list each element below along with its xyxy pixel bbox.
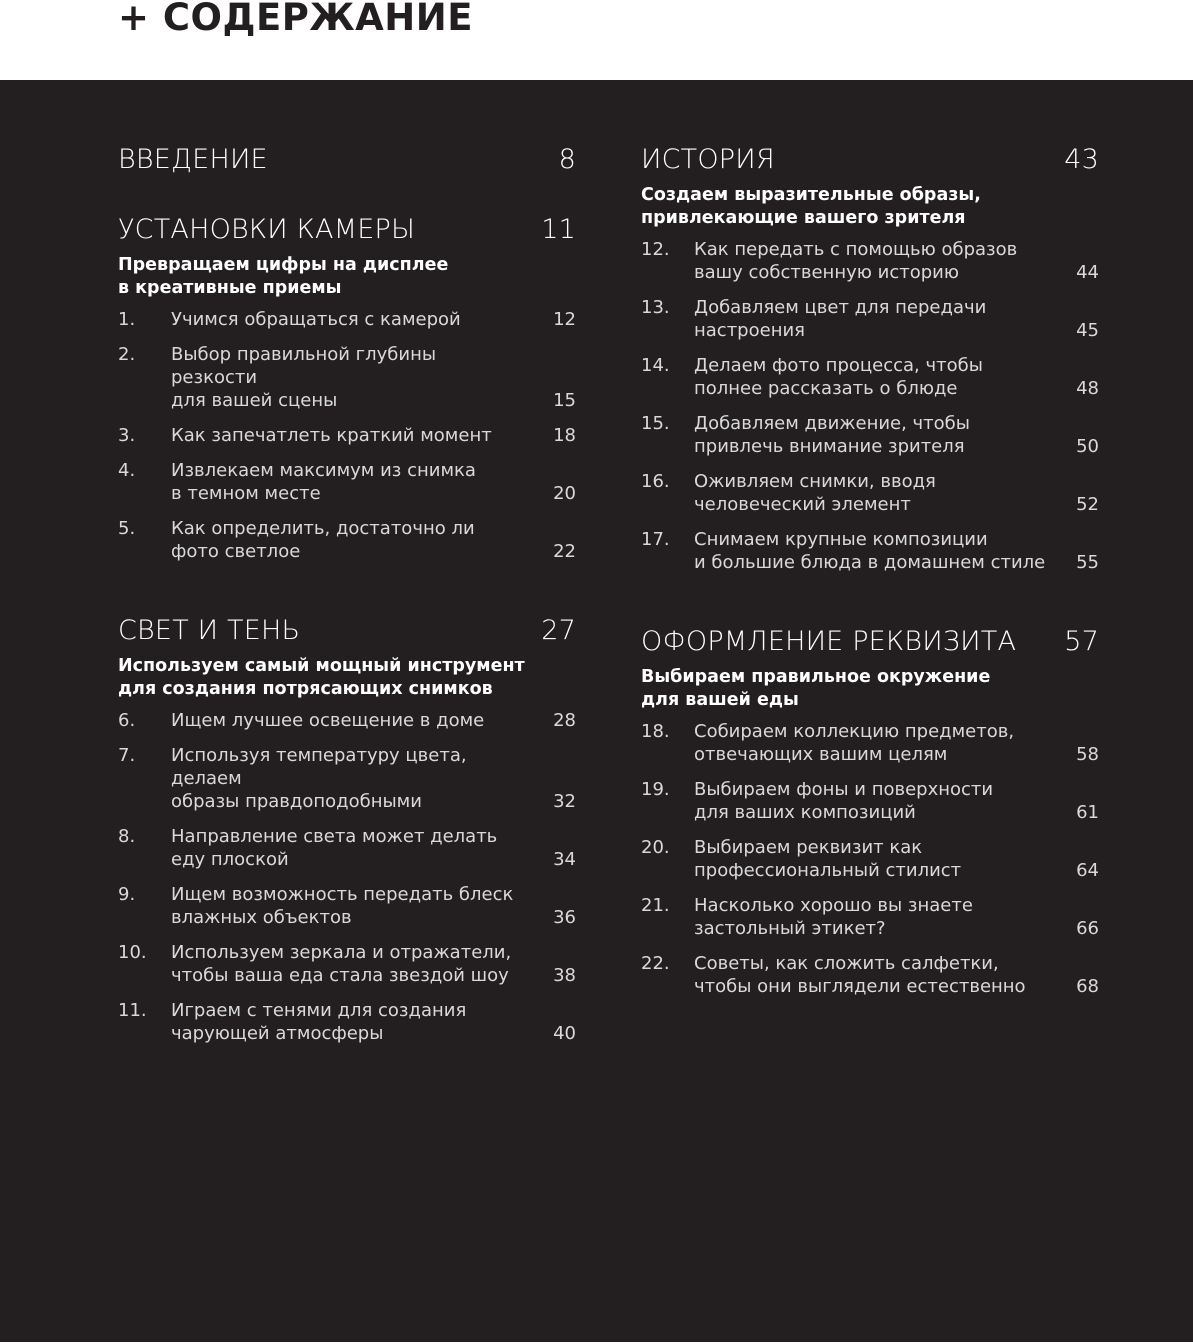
section-subtitle: Превращаем цифры на дисплее в креативные приемы — [118, 255, 449, 298]
section-intro — [118, 142, 576, 178]
toc-entry[interactable] — [118, 308, 576, 331]
toc-entry[interactable] — [118, 999, 576, 1045]
entry-page: 58 — [1076, 744, 1099, 765]
section-title: ВВЕДЕНИЕ — [118, 144, 268, 175]
entry-page: 22 — [553, 541, 576, 562]
toc-entry[interactable] — [118, 744, 576, 813]
entry-number: 19. — [641, 779, 670, 800]
entry-page: 61 — [1076, 802, 1099, 823]
entry-number: 14. — [641, 355, 670, 376]
entry-title: Выбираем фоны и поверхности для ваших композиций — [694, 779, 994, 823]
entry-title: Извлекаем максимум из снимка в темном месте — [171, 460, 476, 504]
entry-title: Ищем лучшее освещение в доме — [171, 710, 485, 731]
entry-page: 48 — [1076, 378, 1099, 399]
entry-page: 32 — [553, 791, 576, 812]
toc-entry[interactable] — [641, 470, 1099, 516]
entry-number: 15. — [641, 413, 670, 434]
section-page: 8 — [558, 144, 576, 175]
toc-entry[interactable] — [641, 778, 1099, 824]
section-subtitle: Создаем выразительные образы, привлекающие вашего зрителя — [641, 185, 981, 228]
section-camera-settings — [118, 212, 576, 563]
section-heading[interactable] — [118, 212, 576, 248]
entry-page: 66 — [1076, 918, 1099, 939]
section-subtitle: Используем самый мощный инструмент для создания потрясающих снимков — [118, 656, 525, 699]
entry-page: 44 — [1076, 262, 1099, 283]
entry-page: 12 — [553, 309, 576, 330]
entry-title: Ищем возможность передать блеск влажных объектов — [171, 884, 514, 928]
entry-number: 1. — [118, 309, 136, 330]
section-subtitle: Выбираем правильное окружение для вашей еды — [641, 667, 991, 710]
entry-title: Снимаем крупные композиции и большие блюда в домашнем стиле — [694, 529, 1046, 573]
section-heading[interactable] — [118, 142, 576, 178]
entry-title: Играем с тенями для создания чарующей атмосферы — [171, 1000, 467, 1044]
toc-entry[interactable] — [641, 528, 1099, 574]
toc-entry[interactable] — [641, 952, 1099, 998]
entry-title: Как определить, достаточно ли фото светлое — [171, 518, 475, 562]
entry-number: 5. — [118, 518, 136, 539]
toc-entry[interactable] — [118, 709, 576, 732]
entry-title: Добавляем цвет для передачи настроения — [694, 297, 987, 341]
toc-entry[interactable] — [641, 238, 1099, 284]
entry-page: 34 — [553, 849, 576, 870]
section-story — [641, 142, 1099, 574]
toc-entry[interactable] — [641, 720, 1099, 766]
entry-title: Используя температуру цвета, делаем образы правдоподобными — [171, 745, 467, 812]
page-title: + СОДЕРЖАНИЕ — [118, 0, 473, 39]
entry-title: Оживляем снимки, вводя человеческий элемент — [694, 471, 936, 515]
section-page: 27 — [541, 615, 576, 646]
toc-entry[interactable] — [641, 354, 1099, 400]
entry-title: Выбор правильной глубины резкости для вашей сцены — [171, 344, 437, 411]
section-title: ИСТОРИЯ — [641, 144, 775, 175]
section-props-styling — [641, 624, 1099, 998]
entry-title: Делаем фото процесса, чтобы полнее рассказать о блюде — [694, 355, 983, 399]
toc-entry[interactable] — [118, 424, 576, 447]
entry-title: Учимся обращаться с камерой — [171, 309, 461, 330]
toc-entry[interactable] — [641, 296, 1099, 342]
section-title: ОФОРМЛЕНИЕ РЕКВИЗИТА — [641, 626, 1017, 657]
toc-entry[interactable] — [641, 412, 1099, 458]
entry-number: 9. — [118, 884, 136, 905]
entry-title: Насколько хорошо вы знаете застольный этикет? — [694, 895, 973, 939]
entry-page: 15 — [553, 390, 576, 411]
entry-page: 28 — [553, 710, 576, 731]
entry-number: 3. — [118, 425, 136, 446]
toc-entry[interactable] — [641, 836, 1099, 882]
entry-title: Советы, как сложить салфетки, чтобы они выглядели естественно — [694, 953, 1026, 997]
entry-title: Как запечатлеть краткий момент — [171, 425, 492, 446]
entry-title: Используем зеркала и отражатели, чтобы ваша еда стала звездой шоу — [171, 942, 512, 986]
toc-entry[interactable] — [118, 343, 576, 412]
entry-page: 18 — [553, 425, 576, 446]
toc-entry[interactable] — [118, 825, 576, 871]
entry-number: 6. — [118, 710, 136, 731]
entry-number: 10. — [118, 942, 147, 963]
entry-number: 11. — [118, 1000, 147, 1021]
entry-page: 50 — [1076, 436, 1099, 457]
entry-title: Направление света может делать еду плоской — [171, 826, 498, 870]
section-light-and-shadow — [118, 613, 576, 1045]
entry-number: 4. — [118, 460, 136, 481]
toc-entry[interactable] — [118, 883, 576, 929]
header-band — [0, 0, 1193, 80]
section-page: 57 — [1064, 626, 1099, 657]
entry-number: 13. — [641, 297, 670, 318]
entry-page: 38 — [553, 965, 576, 986]
toc-entry[interactable] — [118, 517, 576, 563]
entry-number: 12. — [641, 239, 670, 260]
entry-number: 20. — [641, 837, 670, 858]
section-heading[interactable] — [118, 613, 576, 649]
entry-number: 17. — [641, 529, 670, 550]
entry-number: 7. — [118, 745, 136, 766]
entry-page: 45 — [1076, 320, 1099, 341]
left-column — [118, 142, 576, 1057]
toc-entry[interactable] — [118, 941, 576, 987]
contents-panel — [0, 80, 1193, 1342]
section-heading[interactable] — [641, 624, 1099, 660]
section-page: 11 — [541, 214, 576, 245]
entry-page: 55 — [1076, 552, 1099, 573]
entry-page: 36 — [553, 907, 576, 928]
entry-number: 22. — [641, 953, 670, 974]
entry-page: 68 — [1076, 976, 1099, 997]
entry-number: 18. — [641, 721, 670, 742]
toc-entry[interactable] — [641, 894, 1099, 940]
right-column — [641, 142, 1099, 1010]
entry-number: 8. — [118, 826, 136, 847]
toc-entry[interactable] — [118, 459, 576, 505]
section-heading[interactable] — [641, 142, 1099, 178]
entry-page: 20 — [553, 483, 576, 504]
entry-number: 2. — [118, 344, 136, 365]
section-title: СВЕТ И ТЕНЬ — [118, 615, 301, 646]
entry-number: 16. — [641, 471, 670, 492]
section-page: 43 — [1064, 144, 1099, 175]
entry-title: Как передать с помощью образов вашу собственную историю — [694, 239, 1018, 283]
entry-page: 40 — [553, 1023, 576, 1044]
entry-title: Добавляем движение, чтобы привлечь внимание зрителя — [694, 413, 970, 457]
entry-page: 52 — [1076, 494, 1099, 515]
entry-page: 64 — [1076, 860, 1099, 881]
entry-title: Собираем коллекцию предметов, отвечающих вашим целям — [694, 721, 1015, 765]
section-title: УСТАНОВКИ КАМЕРЫ — [118, 214, 415, 245]
entry-number: 21. — [641, 895, 670, 916]
entry-title: Выбираем реквизит как профессиональный стилист — [694, 837, 962, 881]
